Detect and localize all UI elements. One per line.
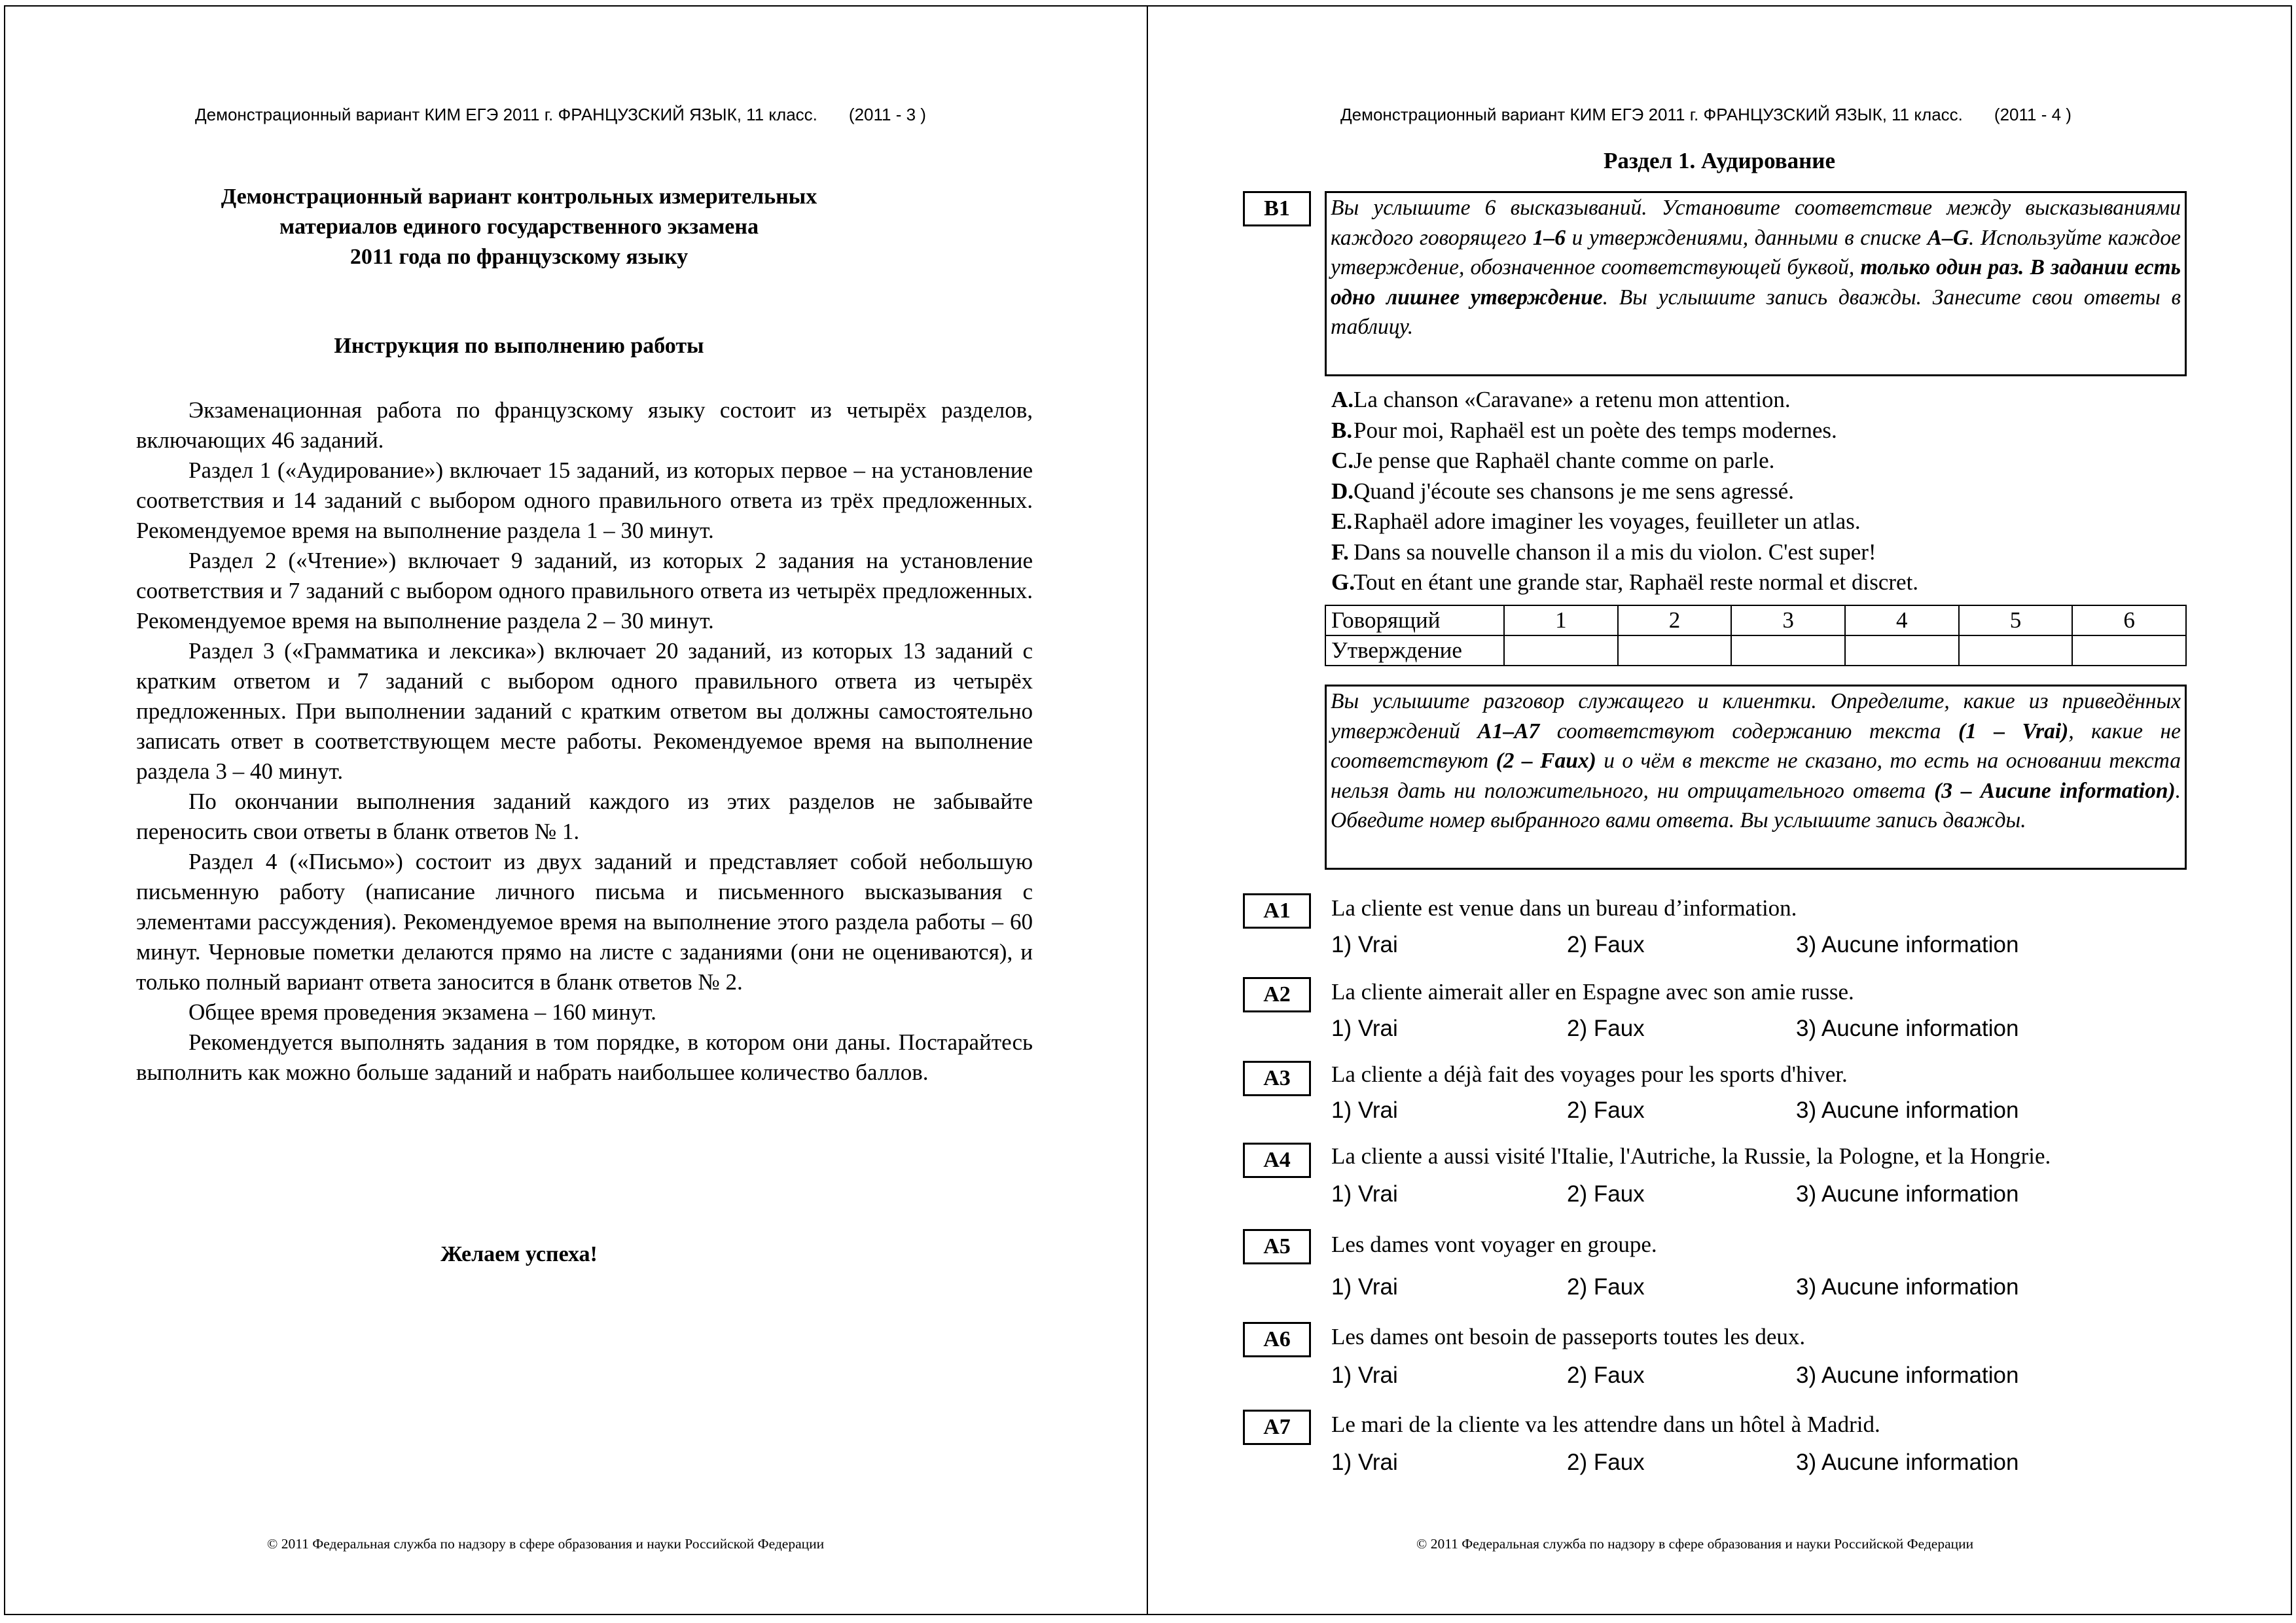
- paragraph: Раздел 1 («Аудирование») включает 15 заданий, из которых первое – на установление соответствия и 14 заданий с выбором одного правильного ответа из трёх предложенных. Рекомендуемое время на выполнение раздела 1 – 30 минут.: [136, 457, 1033, 543]
- statement-item: E.Raphaël adore imaginer les voyages, feuilleter un atlas.: [1331, 508, 1861, 534]
- right-page: [1147, 5, 2292, 1615]
- instruction-body: [136, 395, 1033, 1088]
- table-cell: 4: [1845, 605, 1959, 635]
- task-label-a3: A3: [1243, 1061, 1311, 1096]
- answer-cell[interactable]: [2072, 635, 2186, 666]
- header-text: Демонстрационный вариант КИМ ЕГЭ 2011 г. ФРАНЦУЗСКИЙ ЯЗЫК, 11 класс.: [195, 105, 817, 124]
- task-label-a4: A4: [1243, 1143, 1311, 1178]
- task-label-a6: A6: [1243, 1322, 1311, 1357]
- answer-aucune-information[interactable]: 3) Aucune information: [1796, 1181, 2019, 1207]
- question-text: La cliente a aussi visité l'Italie, l'Autriche, la Russie, la Pologne, et la Hongrie.: [1331, 1143, 2051, 1169]
- answer-faux[interactable]: 2) Faux: [1567, 1016, 1645, 1041]
- answer-vrai[interactable]: 1) Vrai: [1331, 1097, 1398, 1123]
- document-title: [136, 182, 902, 272]
- statement-item: B.Pour moi, Raphaël est un poète des temps modernes.: [1331, 417, 1837, 443]
- task-b1-instruction: Вы услышите 6 высказываний. Установите соответствие между высказываниями каждого говорящего 1–6 и утверждениями, данными в списке A–G. Используйте каждое утверждение, обозначенное соответствующей буквой, только один раз. В задании есть одно лишнее утверждение. Вы услышите запись дважды. Занесите свои ответы в таблицу.: [1325, 191, 2187, 376]
- paragraph: Раздел 3 («Грамматика и лексика») включает 20 заданий, из которых 13 заданий с кратким ответом и 7 заданий с выбором одного правильного ответа из четырёх предложенных. При выполнении заданий с кратким ответом вы должны самостоятельно записать ответ в соответствующем месте работы. Рекомендуемое время на выполнение раздела 3 – 40 минут.: [136, 638, 1033, 784]
- answer-cell[interactable]: [1618, 635, 1732, 666]
- table-cell: 2: [1618, 605, 1732, 635]
- answer-aucune-information[interactable]: 3) Aucune information: [1796, 932, 2019, 957]
- title-line: 2011 года по французскому языку: [350, 245, 689, 269]
- header-text: Демонстрационный вариант КИМ ЕГЭ 2011 г. ФРАНЦУЗСКИЙ ЯЗЫК, 11 класс.: [1340, 105, 1963, 124]
- statement-list: [1331, 385, 1918, 598]
- answer-vrai[interactable]: 1) Vrai: [1331, 1181, 1398, 1207]
- table-header-speaker: Говорящий: [1325, 605, 1504, 635]
- page-footer: © 2011 Федеральная служба по надзору в сфере образования и науки Российской Федерации: [267, 1536, 825, 1552]
- paragraph: По окончании выполнения заданий каждого из этих разделов не забывайте переносить свои ответы в бланк ответов № 1.: [136, 789, 1033, 844]
- table-cell: 1: [1504, 605, 1618, 635]
- left-page: [4, 5, 1153, 1615]
- paragraph: Общее время проведения экзамена – 160 минут.: [188, 999, 656, 1025]
- question-text: La cliente est venue dans un bureau d’information.: [1331, 895, 1797, 921]
- paragraph: Раздел 2 («Чтение») включает 9 заданий, из которых 2 задания на установление соответствия и 7 заданий с выбором одного правильного ответа из четырёх предложенных. Рекомендуемое время на выполнение раздела 2 – 30 минут.: [136, 548, 1033, 633]
- table-cell: 5: [1959, 605, 2073, 635]
- answer-vrai[interactable]: 1) Vrai: [1331, 1016, 1398, 1041]
- answer-faux[interactable]: 2) Faux: [1567, 932, 1645, 957]
- answer-aucune-information[interactable]: 3) Aucune information: [1796, 1363, 2019, 1388]
- section-title: Раздел 1. Аудирование: [1604, 148, 1835, 173]
- table-header-statement: Утверждение: [1325, 635, 1504, 666]
- statement-item: G.Tout en étant une grande star, Raphaël reste normal et discret.: [1331, 569, 1919, 595]
- task-a-instruction: Вы услышите разговор служащего и клиентки. Определите, какие из приведённых утверждений A1–A7 соответствуют содержанию текста (1 – Vrai), какие не соответствуют (2 – Faux) и о чём в тексте не сказано, то есть на основании текста нельзя дать ни положительного, ни отрицательного ответа (3 – Aucune information). Обведите номер выбранного вами ответа. Вы услышите запись дважды.: [1325, 685, 2187, 870]
- page-number: (2011 - 3 ): [848, 105, 926, 124]
- answer-table: [1325, 605, 2187, 666]
- table-row: [1325, 635, 2186, 666]
- page-header: [195, 105, 926, 125]
- question-text: Les dames ont besoin de passeports toutes les deux.: [1331, 1324, 1806, 1349]
- answer-aucune-information[interactable]: 3) Aucune information: [1796, 1450, 2019, 1475]
- answer-options: [1331, 1016, 2117, 1046]
- task-label-a1: A1: [1243, 893, 1311, 929]
- answer-aucune-information[interactable]: 3) Aucune information: [1796, 1097, 2019, 1123]
- paragraph: Раздел 4 («Письмо») состоит из двух заданий и представляет собой небольшую письменную работу (написание личного письма и письменного высказывания с элементами рассуждения). Рекомендуемое время на выполнение этого раздела работы – 60 минут. Черновые пометки делаются прямо на листе с заданиями (они не оцениваются), и только полный вариант ответа заносится в бланк ответов № 2.: [136, 849, 1033, 995]
- answer-vrai[interactable]: 1) Vrai: [1331, 1450, 1398, 1475]
- question-text: Le mari de la cliente va les attendre dans un hôtel à Madrid.: [1331, 1412, 1880, 1437]
- answer-cell[interactable]: [1959, 635, 2073, 666]
- page-header: [1340, 105, 2072, 125]
- answer-vrai[interactable]: 1) Vrai: [1331, 1363, 1398, 1388]
- answer-faux[interactable]: 2) Faux: [1567, 1274, 1645, 1300]
- instruction-heading: Инструкция по выполнению работы: [334, 334, 704, 358]
- paragraph: Рекомендуется выполнять задания в том порядке, в котором они даны. Постарайтесь выполнить как можно больше заданий и набрать наибольшее количество баллов.: [136, 1029, 1033, 1085]
- answer-cell[interactable]: [1845, 635, 1959, 666]
- answer-faux[interactable]: 2) Faux: [1567, 1097, 1645, 1123]
- answer-options: [1331, 1363, 2117, 1393]
- statement-item: F. Dans sa nouvelle chanson il a mis du violon. C'est super!: [1331, 539, 1876, 565]
- question-text: La cliente a déjà fait des voyages pour les sports d'hiver.: [1331, 1061, 1848, 1087]
- answer-faux[interactable]: 2) Faux: [1567, 1450, 1645, 1475]
- answer-vrai[interactable]: 1) Vrai: [1331, 932, 1398, 957]
- paragraph: Экзаменационная работа по французскому языку состоит из четырёх разделов, включающих 46 заданий.: [136, 397, 1033, 453]
- task-label-a7: A7: [1243, 1410, 1311, 1445]
- answer-options: [1331, 1097, 2117, 1128]
- question-text: La cliente aimerait aller en Espagne avec son amie russe.: [1331, 979, 1854, 1005]
- answer-aucune-information[interactable]: 3) Aucune information: [1796, 1016, 2019, 1041]
- table-row: [1325, 605, 2186, 635]
- answer-options: [1331, 1450, 2117, 1480]
- answer-aucune-information[interactable]: 3) Aucune information: [1796, 1274, 2019, 1300]
- answer-options: [1331, 932, 2117, 962]
- task-label-a2: A2: [1243, 977, 1311, 1012]
- answer-cell[interactable]: [1504, 635, 1618, 666]
- answer-faux[interactable]: 2) Faux: [1567, 1181, 1645, 1207]
- task-label-a5: A5: [1243, 1229, 1311, 1264]
- answer-faux[interactable]: 2) Faux: [1567, 1363, 1645, 1388]
- answer-cell[interactable]: [1731, 635, 1845, 666]
- task-label-b1: B1: [1243, 191, 1311, 226]
- answer-options: [1331, 1274, 2117, 1304]
- wish-text: Желаем успеха!: [440, 1242, 598, 1266]
- page-footer: © 2011 Федеральная служба по надзору в сфере образования и науки Российской Федерации: [1416, 1536, 1974, 1552]
- statement-item: C.Je pense que Raphaël chante comme on parle.: [1331, 448, 1775, 473]
- title-line: материалов единого государственного экзамена: [279, 215, 759, 239]
- question-text: Les dames vont voyager en groupe.: [1331, 1232, 1657, 1257]
- page-number: (2011 - 4 ): [1994, 105, 2072, 124]
- table-cell: 6: [2072, 605, 2186, 635]
- table-cell: 3: [1731, 605, 1845, 635]
- answer-vrai[interactable]: 1) Vrai: [1331, 1274, 1398, 1300]
- statement-item: A.La chanson «Caravane» a retenu mon attention.: [1331, 387, 1791, 412]
- statement-item: D.Quand j'écoute ses chansons je me sens agressé.: [1331, 478, 1795, 504]
- title-line: Демонстрационный вариант контрольных измерительных: [221, 185, 817, 209]
- answer-options: [1331, 1181, 2117, 1211]
